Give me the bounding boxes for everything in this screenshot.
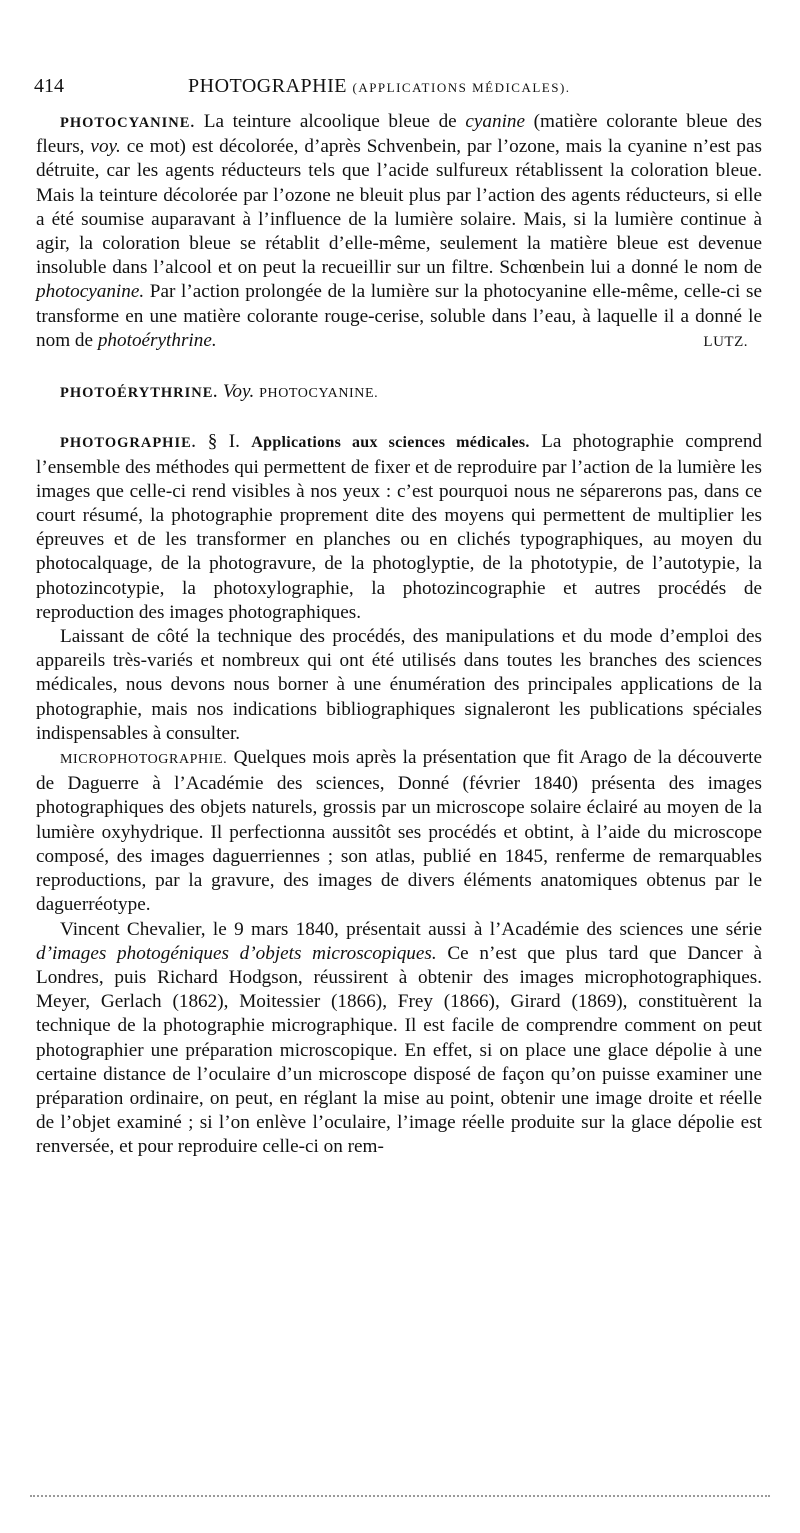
- author-name: LUTZ.: [703, 334, 748, 351]
- page-number: 414: [34, 75, 64, 97]
- italic-term: photoérythrine.: [97, 329, 217, 351]
- footer-dotted-rule: [30, 1495, 770, 1497]
- text-run: Quelques mois après la présentation que fit Arago de la découverte de Daguerre à l’Académie des sciences, Donné (février 1840) présenta des images photographiques des objets naturels, grossis par un microscope solaire éclairé au moyen de la lumière oxyhydrique. Il perfectionna aussitôt ses procédés et obtint, à l’aide du microscope composé, des images daguerriennes ; son atlas, publié en 1845, renferme de remarquables reproductions, par la gravure, des images de divers éléments anatomiques obtenus par le daguerréotype.: [36, 747, 762, 916]
- headword-photocyanine: PHOTOCYANINE.: [60, 115, 196, 131]
- headword-photoerythrine: PHOTOÉRYTHRINE.: [60, 385, 219, 402]
- running-title-main: PHOTOGRAPHIE: [188, 75, 347, 97]
- section-title: Applications aux sciences médicales.: [251, 434, 530, 452]
- entry-photographie-intro: [36, 430, 762, 625]
- cross-reference-voy: Voy.: [222, 381, 255, 403]
- headword-photographie: PHOTOGRAPHIE.: [60, 435, 197, 452]
- entry-photoerythrine: [36, 380, 762, 406]
- text-run: Ce n’est que plus tard que Dancer à Londres, puis Richard Hodgson, réussirent à obtenir des images microphotographiques. Meyer, Gerlach (1862), Moitessier (1866), Frey (1866), Girard (1869), constituèrent la technique de la photographie micrographique. Il est facile de comprendre comment on peut photographier une préparation microscopique. En effet, si on place une glace dépolie à une certaine distance de l’oculaire d’un microscope disposé de façon qu’on puisse examiner une préparation ordinaire, on peut, en réglant la mise au point, obtenir une image droite et réelle de l’objet examiné ; si l’on enlève l’oculaire, l’image réelle produite sur la glace dépolie est renversée, et pour reproduire celle-ci on rem-: [36, 942, 762, 1158]
- section-mark: § I.: [207, 431, 240, 453]
- running-header: [34, 72, 762, 100]
- text-run: (matière colorante bleue des fleurs,: [36, 111, 762, 158]
- entry-photocyanine: [36, 110, 762, 353]
- spacer: [36, 406, 762, 430]
- text-run: La photographie comprend l’ensemble des méthodes qui permettent de fixer et de reproduire par l’action de la lumière les images que celle-ci rend visibles à nos yeux : c’est pourquoi nous ne séparerons pas, dans ce court résumé, la photographie proprement dite des moyens qui permettent de multiplier les épreuves et de les transformer en planches ou en clichés typographiques, au moyen du photocalquage, de la photogravure, de la photoglyptie, de la phototypie, de l’autotypie, la photozincotypie, la photoxylographie, la photozincographie et autres procédés de reproduction des images photographiques.: [36, 431, 763, 623]
- paragraph-technique: Laissant de côté la technique des procédés, des manipulations et du mode d’emploi des appareils très-variés et nombreux qui ont été utilisés dans toutes les branches des sciences médicales, nous devons nous borner à une énumération des principales applications de la photographie, mais nos indications bibliographiques signaleront les publications spéciales indispensables à consulter.: [36, 626, 762, 744]
- italic-term: cyanine: [465, 111, 526, 132]
- running-title-subtitle: (APPLICATIONS MÉDICALES).: [352, 80, 571, 95]
- italic-term: d’images photogéniques d’objets microscopiques.: [36, 942, 437, 964]
- article-body: [36, 110, 762, 1160]
- paragraph-microphotographie: [36, 746, 762, 917]
- text-run: ce mot) est décolorée, d’après Schvenbein, par l’ozone, mais la cyanine n’est pas détruite, car les agents réducteurs tels que l’acide sulfureux rétablissent la coloration bleue. Mais la teinture décolorée par l’ozone ne bleuit plus par l’action des agents réducteurs, si elle a été soumise auparavant à l’influence de la lumière solaire. Mais, si la lumière continue à agir, la coloration bleue se rétablit d’elle-même, seulement la matière bleue est devenue insoluble dans l’alcool et on peut la recueillir sur un filtre. Schœnbein lui a donné le nom de: [36, 136, 763, 279]
- text-run: Par l’action prolongée de la lumière sur la photocyanine elle-même, celle-ci se transforme en une matière colorante rouge-cerise, soluble dans l’eau, à laquelle il a donné le nom de: [36, 281, 762, 351]
- running-title: [188, 72, 571, 102]
- spacer: [36, 354, 762, 380]
- italic-term: photocyanine.: [36, 281, 145, 303]
- cross-reference-target: PHOTOCYANINE.: [259, 386, 379, 402]
- text-run: Vincent Chevalier, le 9 mars 1840, présentait aussi à l’Académie des sciences une série: [60, 918, 762, 940]
- paragraph-chevalier: [36, 918, 762, 1160]
- text-run: La teinture alcoolique bleue de: [203, 111, 466, 132]
- subsection-label: MICROPHOTOGRAPHIE.: [60, 752, 228, 768]
- italic-term: voy.: [90, 136, 121, 158]
